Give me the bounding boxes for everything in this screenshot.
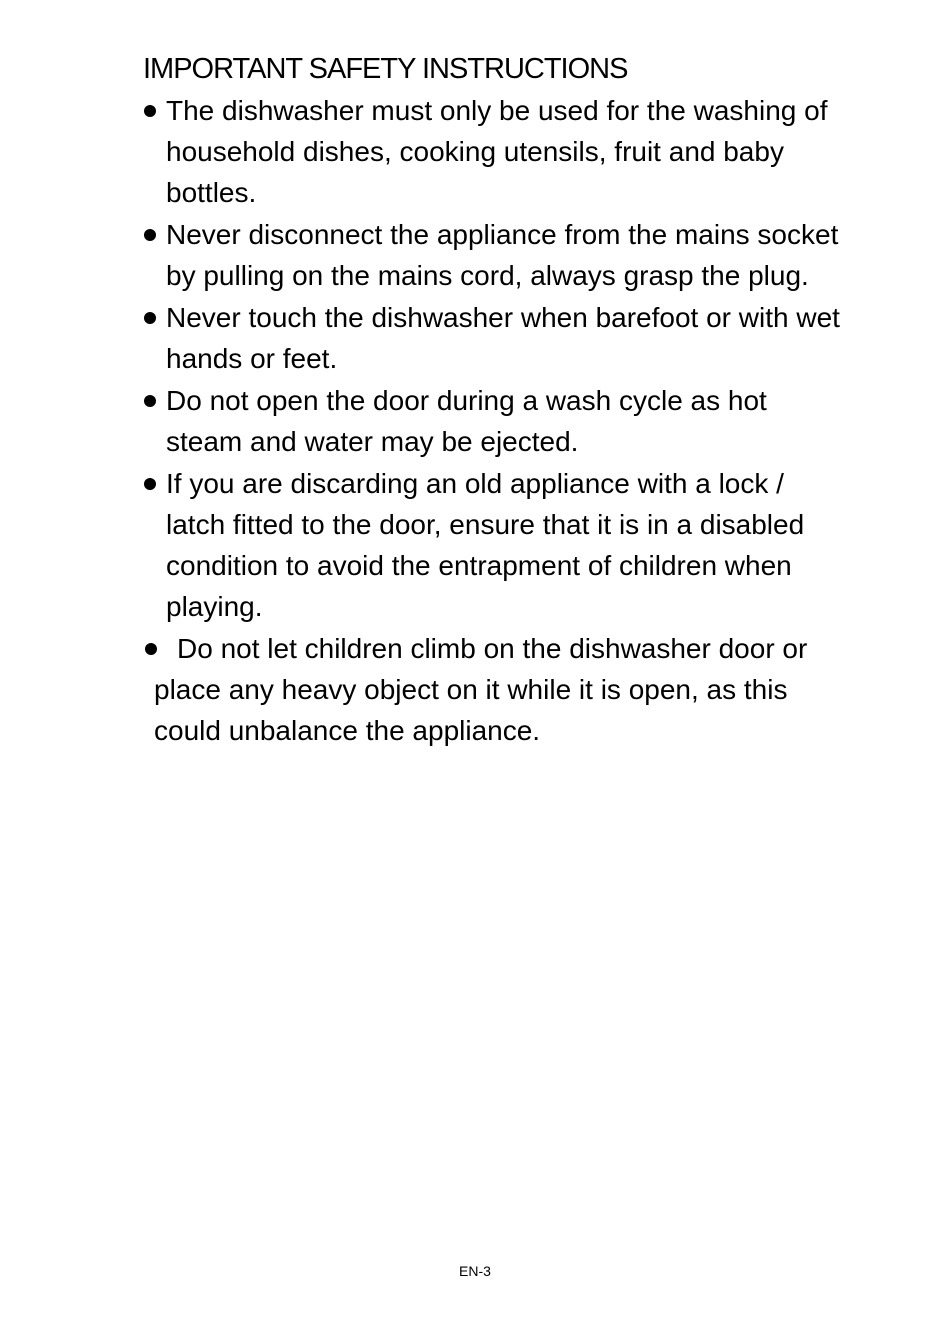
bullet-icon — [144, 478, 156, 490]
bullet-icon — [144, 312, 156, 324]
list-item — [142, 380, 842, 462]
list-item — [142, 90, 842, 213]
list-item-text: Do not let children climb on the dishwasher door or place any heavy object on it while it is open, as this could unbalance the appliance. — [154, 633, 808, 746]
safety-instruction-list — [142, 90, 842, 752]
list-item — [142, 297, 842, 379]
bullet-icon — [144, 229, 156, 241]
list-item — [142, 628, 842, 751]
bullet-icon — [144, 105, 156, 117]
list-item-text: Do not open the door during a wash cycle as hot steam and water may be ejected. — [166, 385, 767, 457]
list-item-text: Never disconnect the appliance from the mains socket by pulling on the mains cord, always grasp the plug. — [166, 219, 839, 291]
list-item — [142, 214, 842, 296]
page-number: EN-3 — [459, 1263, 491, 1279]
list-item-text: The dishwasher must only be used for the washing of household dishes, cooking utensils, fruit and baby bottles. — [166, 95, 828, 208]
list-item — [142, 463, 842, 627]
list-item-text: Never touch the dishwasher when barefoot or with wet hands or feet. — [166, 302, 840, 374]
bullet-icon — [144, 395, 156, 407]
list-item-text: If you are discarding an old appliance with a lock / latch fitted to the door, ensure that it is in a disabled condition to avoid the entrapment of children when playing. — [166, 468, 805, 622]
bullet-icon — [145, 643, 157, 655]
page-title: IMPORTANT SAFETY INSTRUCTIONS — [143, 53, 628, 85]
